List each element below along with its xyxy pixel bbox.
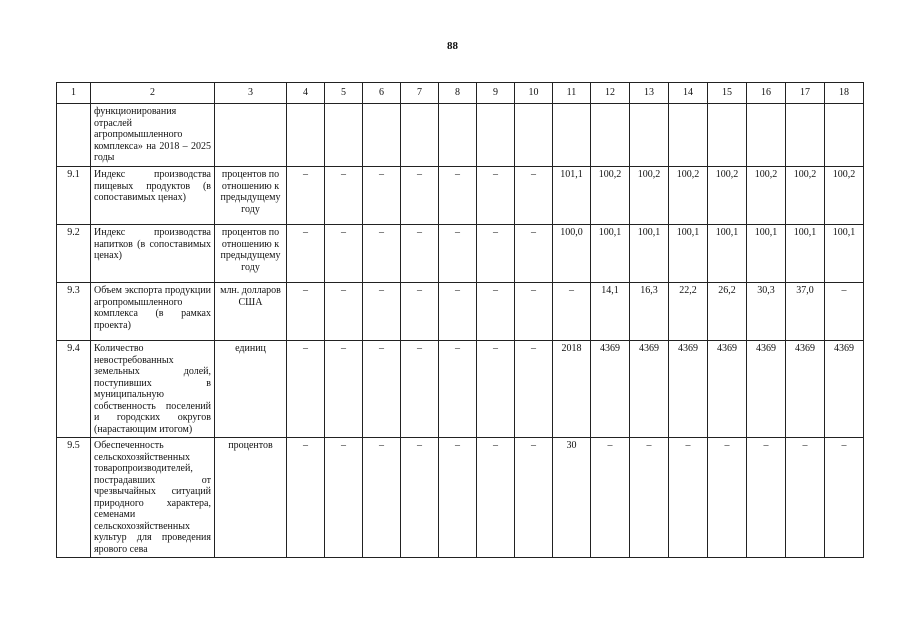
value-cell: – bbox=[439, 167, 477, 225]
column-number: 13 bbox=[630, 83, 669, 104]
value-cell: 100,2 bbox=[630, 167, 669, 225]
unit-of-measure bbox=[215, 104, 287, 167]
value-cell: – bbox=[786, 438, 825, 558]
table-row bbox=[57, 438, 864, 558]
column-number: 17 bbox=[786, 83, 825, 104]
unit-of-measure: процентов по отношению к предыдущему году bbox=[215, 167, 287, 225]
page-number: 88 bbox=[447, 40, 458, 52]
column-number: 4 bbox=[287, 83, 325, 104]
value-cell bbox=[747, 104, 786, 167]
value-cell: 4369 bbox=[591, 341, 630, 438]
row-number: 9.5 bbox=[57, 438, 91, 558]
value-cell bbox=[287, 104, 325, 167]
value-cell: – bbox=[401, 283, 439, 341]
value-cell: – bbox=[477, 341, 515, 438]
value-cell: – bbox=[439, 225, 477, 283]
value-cell: 100,1 bbox=[708, 225, 747, 283]
table-row bbox=[57, 283, 864, 341]
column-number: 16 bbox=[747, 83, 786, 104]
value-cell: – bbox=[477, 225, 515, 283]
value-cell: 16,3 bbox=[630, 283, 669, 341]
column-number-row bbox=[57, 83, 864, 104]
column-number: 9 bbox=[477, 83, 515, 104]
value-cell bbox=[325, 104, 363, 167]
row-number: 9.1 bbox=[57, 167, 91, 225]
column-number: 3 bbox=[215, 83, 287, 104]
value-cell: – bbox=[401, 167, 439, 225]
value-cell: 100,1 bbox=[630, 225, 669, 283]
value-cell: – bbox=[363, 225, 401, 283]
value-cell: – bbox=[401, 341, 439, 438]
column-number: 10 bbox=[515, 83, 553, 104]
column-number: 6 bbox=[363, 83, 401, 104]
value-cell: – bbox=[287, 167, 325, 225]
value-cell: – bbox=[401, 225, 439, 283]
value-cell: 100,1 bbox=[669, 225, 708, 283]
unit-of-measure: единиц bbox=[215, 341, 287, 438]
value-cell: – bbox=[287, 283, 325, 341]
value-cell bbox=[825, 104, 864, 167]
column-number: 2 bbox=[91, 83, 215, 104]
value-cell: – bbox=[825, 438, 864, 558]
value-cell: – bbox=[287, 438, 325, 558]
value-cell: – bbox=[363, 167, 401, 225]
row-number: 9.3 bbox=[57, 283, 91, 341]
value-cell: 100,2 bbox=[669, 167, 708, 225]
value-cell: 100,2 bbox=[591, 167, 630, 225]
column-number: 5 bbox=[325, 83, 363, 104]
value-cell: – bbox=[477, 167, 515, 225]
value-cell: 4369 bbox=[669, 341, 708, 438]
value-cell: – bbox=[325, 225, 363, 283]
value-cell: – bbox=[325, 341, 363, 438]
row-number: 9.4 bbox=[57, 341, 91, 438]
indicator-name: Индекс производства напитков (в сопоставимых ценах) bbox=[91, 225, 215, 283]
value-cell: 100,1 bbox=[591, 225, 630, 283]
column-number: 8 bbox=[439, 83, 477, 104]
column-number: 15 bbox=[708, 83, 747, 104]
value-cell: – bbox=[325, 167, 363, 225]
value-cell: 100,2 bbox=[786, 167, 825, 225]
table-body bbox=[57, 83, 864, 558]
table-row bbox=[57, 225, 864, 283]
column-number: 7 bbox=[401, 83, 439, 104]
indicators-table bbox=[56, 82, 864, 558]
unit-of-measure: млн. долларов США bbox=[215, 283, 287, 341]
value-cell: 101,1 bbox=[553, 167, 591, 225]
value-cell bbox=[515, 104, 553, 167]
column-number: 18 bbox=[825, 83, 864, 104]
column-number: 11 bbox=[553, 83, 591, 104]
indicator-name: Объем экспорта продукции агропромышленного комплекса (в рамках проекта) bbox=[91, 283, 215, 341]
value-cell: 4369 bbox=[825, 341, 864, 438]
value-cell: 30,3 bbox=[747, 283, 786, 341]
value-cell: 22,2 bbox=[669, 283, 708, 341]
value-cell: – bbox=[515, 438, 553, 558]
value-cell bbox=[477, 104, 515, 167]
value-cell: – bbox=[515, 341, 553, 438]
value-cell: 100,2 bbox=[825, 167, 864, 225]
unit-of-measure: процентов по отношению к предыдущему году bbox=[215, 225, 287, 283]
value-cell: 14,1 bbox=[591, 283, 630, 341]
value-cell: – bbox=[287, 341, 325, 438]
value-cell: – bbox=[747, 438, 786, 558]
value-cell: 4369 bbox=[708, 341, 747, 438]
column-number: 12 bbox=[591, 83, 630, 104]
table-row bbox=[57, 104, 864, 167]
value-cell: – bbox=[363, 438, 401, 558]
value-cell: – bbox=[477, 438, 515, 558]
value-cell: 30 bbox=[553, 438, 591, 558]
table-row bbox=[57, 341, 864, 438]
value-cell: 26,2 bbox=[708, 283, 747, 341]
value-cell: – bbox=[591, 438, 630, 558]
indicator-name: Количество невостребованных земельных долей, поступивших в муниципальную собственность поселений и городских округов (нарастающим итогом) bbox=[91, 341, 215, 438]
value-cell: – bbox=[825, 283, 864, 341]
value-cell: – bbox=[439, 438, 477, 558]
indicator-name: Обеспеченность сельскохозяйственных товаропроизводителей, пострадавших от чрезвычайных ситуаций природного характера, семенами сельскохозяйственных культур для проведения ярового сева bbox=[91, 438, 215, 558]
value-cell: – bbox=[669, 438, 708, 558]
value-cell bbox=[591, 104, 630, 167]
column-number: 14 bbox=[669, 83, 708, 104]
value-cell: 37,0 bbox=[786, 283, 825, 341]
value-cell: – bbox=[325, 283, 363, 341]
value-cell: – bbox=[325, 438, 363, 558]
value-cell: 100,2 bbox=[708, 167, 747, 225]
value-cell bbox=[439, 104, 477, 167]
value-cell: – bbox=[287, 225, 325, 283]
value-cell: – bbox=[439, 283, 477, 341]
value-cell: – bbox=[477, 283, 515, 341]
value-cell: – bbox=[515, 167, 553, 225]
indicator-name: функционирования отраслей агропромышленного комплекса» на 2018 – 2025 годы bbox=[91, 104, 215, 167]
value-cell: – bbox=[708, 438, 747, 558]
value-cell: 4369 bbox=[747, 341, 786, 438]
value-cell: 100,2 bbox=[747, 167, 786, 225]
value-cell: – bbox=[630, 438, 669, 558]
value-cell bbox=[401, 104, 439, 167]
unit-of-measure: процентов bbox=[215, 438, 287, 558]
value-cell bbox=[669, 104, 708, 167]
value-cell: – bbox=[363, 283, 401, 341]
value-cell: – bbox=[553, 283, 591, 341]
value-cell bbox=[553, 104, 591, 167]
column-number: 1 bbox=[57, 83, 91, 104]
row-number: 9.2 bbox=[57, 225, 91, 283]
value-cell: 100,0 bbox=[553, 225, 591, 283]
value-cell: 4369 bbox=[786, 341, 825, 438]
row-number bbox=[57, 104, 91, 167]
value-cell: 100,1 bbox=[825, 225, 864, 283]
value-cell: 100,1 bbox=[747, 225, 786, 283]
value-cell bbox=[630, 104, 669, 167]
value-cell bbox=[708, 104, 747, 167]
value-cell: – bbox=[515, 283, 553, 341]
table-row bbox=[57, 167, 864, 225]
value-cell: 4369 bbox=[630, 341, 669, 438]
value-cell: – bbox=[363, 341, 401, 438]
value-cell: – bbox=[515, 225, 553, 283]
value-cell: 2018 bbox=[553, 341, 591, 438]
value-cell bbox=[363, 104, 401, 167]
value-cell: 100,1 bbox=[786, 225, 825, 283]
indicator-name: Индекс производства пищевых продуктов (в сопоставимых ценах) bbox=[91, 167, 215, 225]
value-cell: – bbox=[401, 438, 439, 558]
value-cell: – bbox=[439, 341, 477, 438]
value-cell bbox=[786, 104, 825, 167]
